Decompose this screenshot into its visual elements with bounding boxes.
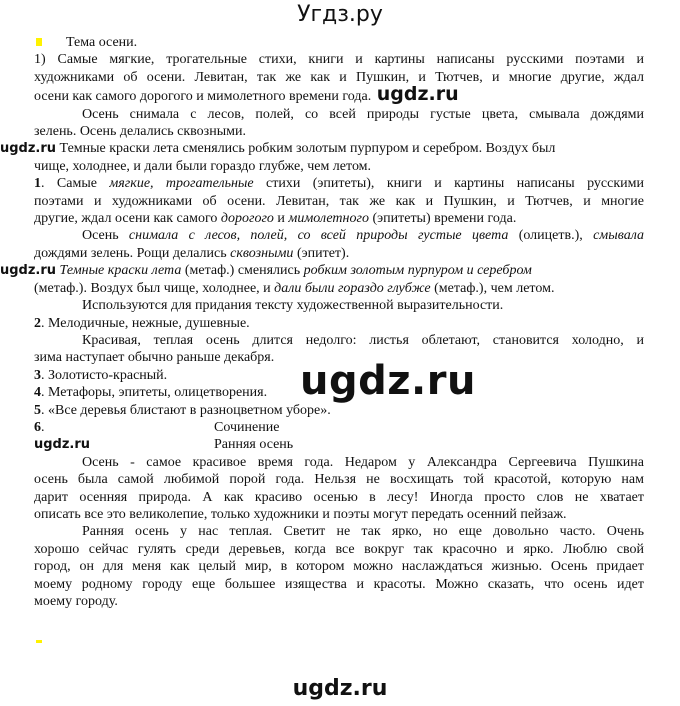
text-line: ugdz.ru Темные краски лета (метаф.) сменялись робким золотым пурпуром и серебром — [0, 263, 532, 279]
text-line: Используются для придания тексту художественной выразительности. — [82, 298, 504, 314]
essay-label: Сочинение — [214, 419, 280, 435]
site-title: Угдз.ру — [297, 2, 383, 27]
text-line: 1) Самые мягкие, трогательные стихи, книги и картины написаны русскими поэтами и — [34, 52, 644, 68]
answer-1-line: 1. Самые мягкие, трогательные стихи (эпитеты), книги и картины написаны русскими — [34, 176, 644, 192]
answer-number: 4 — [34, 385, 41, 401]
text-line: чище, холоднее, и дали были гораздо глубже, чем летом. — [34, 158, 372, 174]
text-line: осень была самой любимой порой года. Нельзя не восхищать той красотой, которую нам — [34, 472, 644, 488]
text-line: другие, ждал осени как самого дорогого и мимолетного (эпитеты) времени года. — [34, 211, 517, 227]
answer-3-line: 3. Золотисто-красный. — [34, 367, 168, 383]
document-body — [0, 34, 644, 610]
text-line — [0, 140, 644, 157]
watermark-footer: ugdz.ru — [292, 676, 388, 701]
watermark: ugdz.ru — [376, 83, 459, 106]
answer-2-line: 2. Мелодичные, нежные, душевные. — [34, 315, 250, 331]
text-line: зима наступает обычно раньше декабря. — [34, 350, 275, 366]
answer-6-line: 6. Сочинение — [34, 419, 280, 435]
text-span: осени как самого дорогого и мимолетного времени года. — [34, 89, 372, 105]
text-line: дождями зелень. Рощи делались сквозными (эпитет). — [34, 245, 350, 261]
answer-number: 1 — [34, 176, 41, 192]
text-line: дарит осенняя природа. А как красиво осенью в лесу! Иногда просто слов не хватает — [34, 489, 644, 505]
watermark-large: ugdz.ru — [300, 358, 476, 404]
text-line: Осень - самое красивое время года. Недаром у Александра Сергеевича Пушкина — [82, 454, 644, 470]
text-line: Красивая, теплая осень длится недолго: листья облетают, становится холодно, и — [82, 332, 644, 348]
answer-4-line: 4. Метафоры, эпитеты, олицетворения. — [34, 385, 268, 401]
text-line: хорошо сейчас гулять среди деревьев, когда все вокруг так красочно и ярко. Люблю свой — [34, 541, 644, 557]
watermark: ugdz.ru — [34, 437, 91, 453]
text-line: Ранняя осень у нас теплая. Светит не так ярко, но еще довольно часто. Очень — [82, 524, 644, 540]
essay-title: Ранняя осень — [214, 437, 294, 453]
text-line: Осень снимала с лесов, полей, со всей природы густые цвета, смывала дождями — [82, 106, 644, 122]
text-line: (метаф.). Воздух был чище, холоднее, и дали были гораздо глубже (метаф.), чем летом. — [34, 280, 555, 296]
text-line: моему родному городу еще большее изящества и красоты. Можно сказать, что осень идет — [34, 576, 644, 592]
topic-line: Тема осени. — [66, 35, 138, 50]
text-line: зелень. Осень делались сквозными. — [34, 124, 246, 140]
answer-5-line: 5. «Все деревья блистают в разноцветном уборе». — [34, 402, 331, 418]
text-span: Темные краски лета сменялись робким золотым пурпуром и серебром. Воздух был — [59, 141, 556, 157]
highlight-mark — [36, 640, 42, 643]
text-line: художниками об осени. Левитан, так же как и Пушкин, и Тютчев, и многие другие, ждал — [34, 69, 644, 85]
text-line: город, он для меня как целый мир, в котором можно наслаждаться жизнью. Осень придает — [34, 559, 644, 575]
answer-number: 6 — [34, 419, 41, 435]
answer-number: 3 — [34, 367, 41, 383]
text-line: Осень снимала с лесов, полей, со всей природы густые цвета (олицетв.), смывала — [82, 228, 644, 244]
text-line: поэтами и художниками об осени. Левитан, так же как и Пушкин, и Тютчев, и многие — [34, 193, 644, 209]
watermark: ugdz.ru — [0, 263, 57, 279]
essay-title-line — [34, 436, 644, 453]
text-line: описать все это великолепие, только художники и поэты могут передать осенний пейзаж. — [34, 506, 567, 522]
answer-number: 2 — [34, 315, 41, 331]
text-line — [34, 83, 644, 106]
answer-number: 5 — [34, 402, 41, 418]
text-line: моему городу. — [34, 594, 118, 609]
watermark: ugdz.ru — [0, 141, 57, 157]
